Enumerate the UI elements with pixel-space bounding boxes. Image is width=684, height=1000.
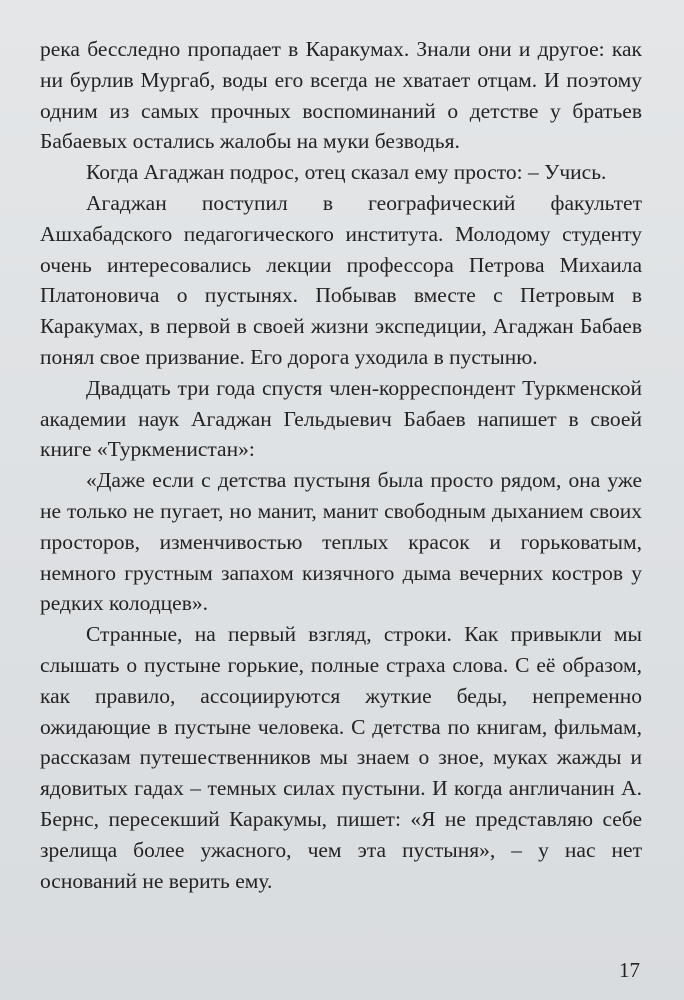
paragraph-strange-lines: Странные, на первый взгляд, строки. Как привыкли мы слышать о пустыне горькие, полные страха слова. С её образом, как правило, ассоциируются жуткие беды, непременно ожидающие в пустыне человека. С детства по книгам, фильмам, рассказам путешественников мы знаем о зное, муках жажды и ядовитых гадах – темных силах пустыни. И когда англичанин А. Бернс, пересекший Каракумы, пишет: «Я не представляю себе зрелища более ужасного, чем эта пустыня», – у нас нет оснований не верить ему. bbox=[40, 622, 642, 893]
paragraph-book-intro: Двадцать три года спустя член-корреспондент Туркменской академии наук Агаджан Гельдыевич Бабаев напишет в своей книге «Туркменистан»: bbox=[40, 375, 642, 462]
paragraph-father-advice: Когда Агаджан подрос, отец сказал ему просто: – Учись. bbox=[86, 160, 607, 185]
paragraph-university: Агаджан поступил в географический факультет Ашхабадского педагогического института. Молодому студенту очень интересовались лекции профессора Петрова Михаила Платоновича о пустынях. Побывав вместе с Петровым в Каракумах, в первой в своей жизни экспедиции, Агаджан Бабаев понял свое призвание. Его дорога уходила в пустыню. bbox=[40, 190, 642, 369]
page-number: 17 bbox=[619, 958, 640, 983]
paragraph-quote: «Даже если с детства пустыня была просто рядом, она уже не только не пугает, но манит, манит свободным дыханием своих просторов, изменчивостью теплых красок и горьковатым, немного грустным запахом кизячного дыма вечерних костров у редких колодцев». bbox=[40, 468, 642, 616]
paragraph-continuation: река бесследно пропадает в Каракумах. Знали они и другое: как ни бурлив Мургаб, воды его всегда не хватает отцам. И поэтому одним из самых прочных воспоминаний о детстве у братьев Бабаевых остались жалобы на муки безводья. bbox=[40, 37, 642, 154]
